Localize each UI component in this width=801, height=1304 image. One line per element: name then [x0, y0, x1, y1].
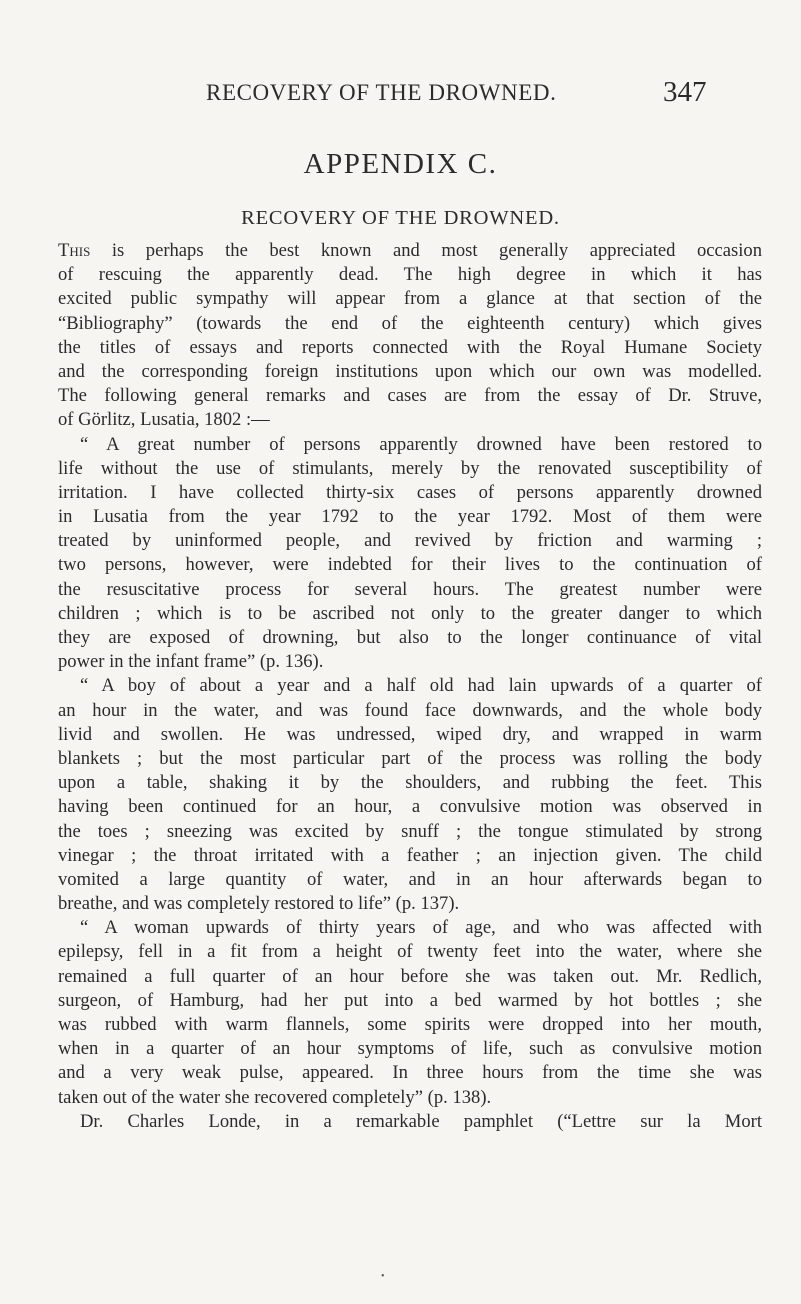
body-line: [58, 239, 762, 263]
body-line: of rescuing the apparently dead. The high degree in which it has: [58, 264, 762, 286]
page-number: 347: [663, 76, 707, 108]
body-line: upon a table, shaking it by the shoulders, and rubbing the feet. This: [58, 772, 762, 794]
body-line: life without the use of stimulants, merely by the renovated susceptibility of: [58, 457, 762, 479]
body-text: [58, 239, 762, 1134]
body-line: Dr. Charles Londe, in a remarkable pamphlet (“Lettre sur la Mort: [80, 1110, 762, 1132]
body-line: and the corresponding foreign institutions upon which our own was modelled.: [58, 360, 762, 382]
body-line: the toes ; sneezing was excited by snuff ; the tongue stimulated by strong: [58, 820, 762, 842]
body-line: “ A boy of about a year and a half old had lain upwards of a quarter of: [80, 675, 762, 697]
body-line: “ A great number of persons apparently drowned have been restored to: [80, 433, 762, 455]
body-line: when in a quarter of an hour symptoms of life, such as convulsive motion: [58, 1038, 762, 1060]
body-line: they are exposed of drowning, but also to the longer continuance of vital: [58, 627, 762, 648]
body-line: children ; which is to be ascribed not only to the greater danger to which: [58, 602, 762, 624]
body-line: “Bibliography” (towards the end of the eighteenth century) which gives: [58, 312, 762, 334]
body-line: remained a full quarter of an hour before she was taken out. Mr. Redlich,: [58, 965, 762, 987]
body-line: breathe, and was completely restored to life” (p. 137).: [58, 893, 460, 915]
body-line: power in the infant frame” (p. 136).: [58, 651, 324, 673]
body-line: an hour in the water, and was found face downwards, and the whole body: [58, 699, 762, 721]
body-line: livid and swollen. He was undressed, wiped dry, and wrapped in warm: [58, 723, 762, 745]
body-line: and a very weak pulse, appeared. In three hours from the time she was: [58, 1062, 762, 1084]
body-line: taken out of the water she recovered completely” (p. 138).: [58, 1086, 492, 1108]
body-line: vinegar ; the throat irritated with a feather ; an injection given. The child: [58, 844, 762, 866]
running-title: RECOVERY OF THE DROWNED.: [206, 80, 557, 105]
body-line: excited public sympathy will appear from a glance at that section of the: [58, 288, 762, 310]
line-text: is perhaps the best known and most generally appreciated occasion: [90, 240, 762, 261]
body-line: blankets ; but the most particular part of the process was rolling the body: [58, 747, 762, 769]
body-line: having been continued for an hour, a convulsive motion was observed in: [58, 796, 762, 818]
body-line: The following general remarks and cases are from the essay of Dr. Struve,: [58, 385, 762, 407]
body-line: epilepsy, fell in a fit from a height of twenty feet into the water, where she: [58, 941, 762, 963]
footer-mark: •: [381, 1271, 385, 1282]
running-head: [0, 76, 801, 116]
appendix-heading: APPENDIX C.: [303, 148, 498, 180]
body-line: the resuscitative process for several hours. The greatest number were: [58, 578, 762, 600]
body-line: of Görlitz, Lusatia, 1802 :—: [58, 409, 270, 431]
body-line: vomited a large quantity of water, and in an hour afterwards began to: [58, 868, 762, 890]
body-line: in Lusatia from the year 1792 to the year 1792. Most of them were: [58, 506, 762, 528]
body-line: two persons, however, were indebted for their lives to the continuation of: [58, 554, 762, 576]
body-line: irritation. I have collected thirty-six cases of persons apparently drowned: [58, 481, 762, 503]
body-line: treated by uninformed people, and revived by friction and warming ;: [58, 530, 762, 552]
section-heading: RECOVERY OF THE DROWNED.: [241, 207, 560, 229]
body-line: the titles of essays and reports connected with the Royal Humane Society: [58, 336, 762, 358]
opening-word: This: [58, 240, 91, 261]
body-line: “ A woman upwards of thirty years of age, and who was affected with: [80, 917, 762, 939]
body-line: was rubbed with warm flannels, some spirits were dropped into her mouth,: [58, 1014, 762, 1035]
body-line: surgeon, of Hamburg, had her put into a bed warmed by hot bottles ; she: [58, 989, 762, 1011]
